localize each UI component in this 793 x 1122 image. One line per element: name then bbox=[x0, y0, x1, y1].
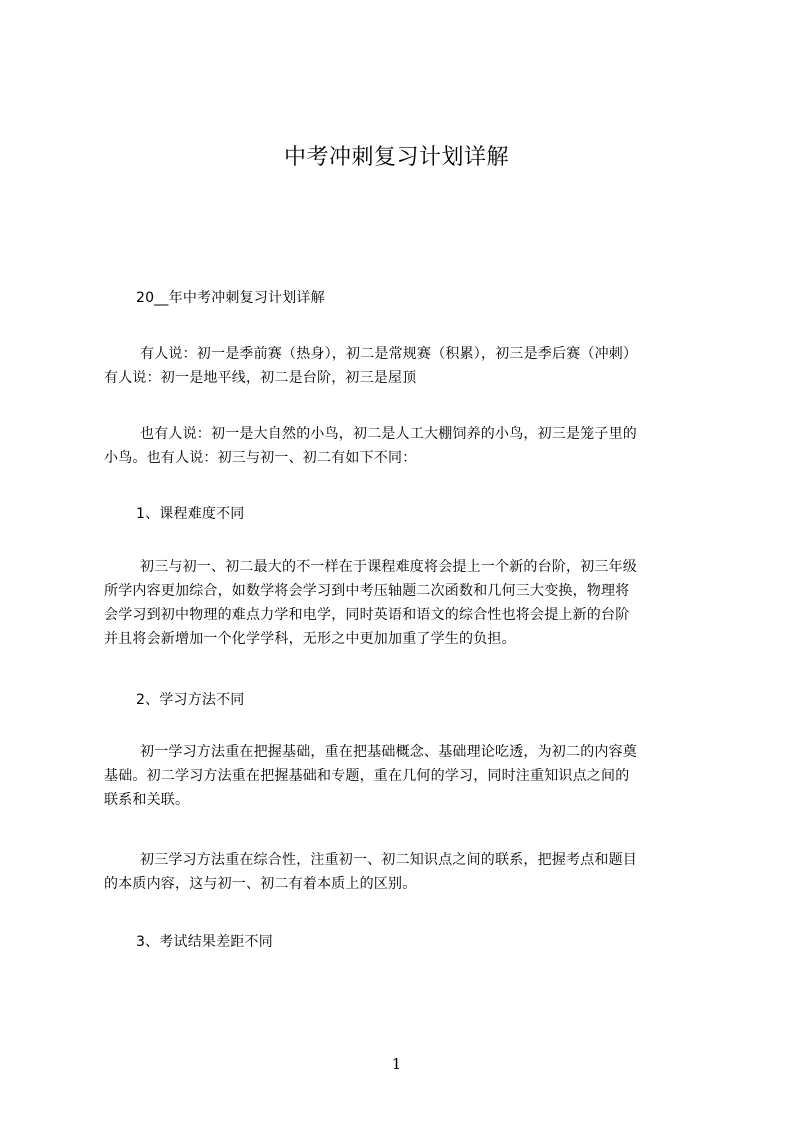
text-line: 3、考试结果差距不同 bbox=[136, 934, 273, 950]
text-line: 有人说：初一是季前赛（热身），初二是常规赛（积累），初三是季后赛（冲刺） bbox=[140, 346, 638, 362]
text-line: 所学内容更加综合，如数学将会学习到中考压轴题二次函数和几何三大变换，物理将 bbox=[104, 583, 630, 599]
text-line: 2、学习方法不同 bbox=[136, 692, 245, 708]
text-line: 也有人说：初一是大自然的小鸟，初二是人工大棚饲养的小鸟，初三是笼子里的 bbox=[140, 426, 637, 442]
text-line: 初一学习方法重在把握基础，重在把基础概念、基础理论吃透，为初二的内容奠 bbox=[140, 744, 637, 760]
page-number: 1 bbox=[391, 1055, 402, 1073]
text-line: 的本质内容，这与初一、初二有着本质上的区别。 bbox=[104, 876, 417, 892]
text-line: 20__年中考冲刺复习计划详解 bbox=[136, 290, 325, 306]
paragraph-season-analogy bbox=[104, 342, 637, 390]
text-line: 会学习到初中物理的难点力学和电学，同时英语和语文的综合性也将会提上新的台阶 bbox=[104, 607, 630, 623]
text-line: 初三与初一、初二最大的不一样在于课程难度将会提上一个新的台阶，初三年级 bbox=[140, 559, 637, 575]
page-title: 中考冲刺复习计划详解 bbox=[283, 145, 509, 170]
paragraph-bird-analogy bbox=[104, 422, 637, 470]
text-line: 并且将会新增加一个化学学科，无形之中更加加重了学生的负担。 bbox=[104, 631, 516, 647]
text-line: 小鸟。也有人说：初三与初一、初二有如下不同： bbox=[104, 450, 417, 466]
text-line: 基础。初二学习方法重在把握基础和专题，重在几何的学习，同时注重知识点之间的 bbox=[104, 768, 630, 784]
paragraph-study-methods bbox=[104, 740, 637, 812]
section-heading-2 bbox=[136, 688, 245, 712]
paragraph-course-difficulty bbox=[104, 555, 637, 651]
text-line: 初三学习方法重在综合性，注重初一、初二知识点之间的联系，把握考点和题目 bbox=[140, 852, 637, 868]
text-line: 1、课程难度不同 bbox=[136, 506, 245, 522]
section-heading-3 bbox=[136, 930, 273, 954]
paragraph-subtitle bbox=[136, 286, 325, 310]
text-line: 有人说：初一是地平线，初二是台阶，初三是屋顶 bbox=[104, 370, 417, 386]
paragraph-grade-three-method bbox=[104, 848, 637, 896]
section-heading-1 bbox=[136, 502, 245, 526]
text-line: 联系和关联。 bbox=[104, 792, 190, 808]
